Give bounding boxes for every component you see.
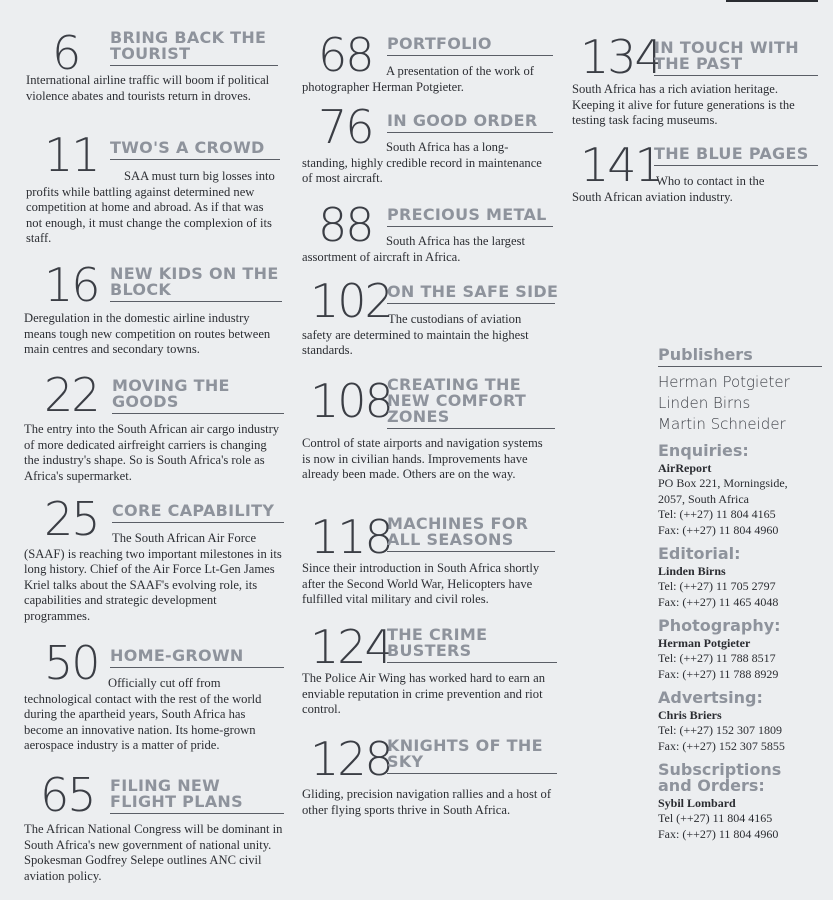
page-number-108: 108 xyxy=(310,374,392,428)
entry-title-124[interactable]: THE CRIME BUSTERS xyxy=(387,627,557,663)
entry-title-102[interactable]: ON THE SAFE SIDE xyxy=(387,284,555,304)
page-number-141: 141 xyxy=(580,138,662,192)
publisher-name: Martin Schneider xyxy=(658,415,786,433)
editorial-fax: Fax: (++27) 11 465 4048 xyxy=(658,594,779,609)
entry-title-76[interactable]: IN GOOD ORDER xyxy=(387,113,553,133)
editorial-tel: Tel: (++27) 11 705 2797 xyxy=(658,579,776,593)
entry-title-65[interactable]: FILING NEW FLIGHT PLANS xyxy=(110,778,284,814)
subscriptions-tel: Tel (++27) 11 804 4165 xyxy=(658,811,773,825)
page-number-16: 16 xyxy=(44,258,99,312)
page-number-76: 76 xyxy=(318,100,373,154)
entry-title-11[interactable]: TWO'S A CROWD xyxy=(110,140,280,160)
entry-title-118[interactable]: MACHINES FOR ALL SEASONS xyxy=(387,516,555,552)
entry-title-6[interactable]: BRING BACK THE TOURIST xyxy=(110,30,278,66)
masthead xyxy=(658,347,828,842)
page-number-65: 65 xyxy=(40,768,95,822)
entry-text-22: The entry into the South African air cargo industry of more dedicated airfreight carriers is changing the industry's shape. So is South Africa's role as Africa's supermarket. xyxy=(24,422,280,483)
page-number-11: 11 xyxy=(44,128,99,182)
editorial-heading: Editorial: xyxy=(658,544,741,563)
entry-text-141: Who to contact in the South African aviation industry. xyxy=(572,174,765,204)
subscriptions-heading: Subscriptions xyxy=(658,760,782,779)
page-number-134: 134 xyxy=(580,30,662,84)
page-number-124: 124 xyxy=(310,620,392,674)
subscriptions-name: Sybil Lombard xyxy=(658,796,736,810)
photography-fax: Fax: (++27) 11 788 8929 xyxy=(658,666,779,681)
subscriptions-section xyxy=(658,762,828,842)
page-number-50: 50 xyxy=(44,636,99,690)
publisher-name: Linden Birns xyxy=(658,394,751,412)
entry-text-128: Gliding, precision navigation rallies and a host of other flying sports thrive in South Africa. xyxy=(302,787,552,817)
top-rule xyxy=(726,0,818,2)
entry-title-128[interactable]: KNIGHTS OF THE SKY xyxy=(387,738,557,774)
entry-title-108[interactable]: CREATING THE NEW COMFORT ZONES xyxy=(387,377,555,429)
page-number-6: 6 xyxy=(52,26,80,80)
page-number-25: 25 xyxy=(44,492,99,546)
page-number-22: 22 xyxy=(44,368,99,422)
advertising-heading: Advertsing: xyxy=(658,688,763,707)
entry-text-102: The custodians of aviation safety are determined to maintain the highest standards. xyxy=(302,312,529,358)
entry-title-141[interactable]: THE BLUE PAGES xyxy=(654,146,818,166)
page-number-128: 128 xyxy=(310,732,392,786)
entry-title-68[interactable]: PORTFOLIO xyxy=(387,36,553,56)
subscriptions-fax: Fax: (++27) 11 804 4960 xyxy=(658,826,779,841)
enquiries-tel: Tel: (++27) 11 804 4165 xyxy=(658,507,776,521)
page-number-102: 102 xyxy=(310,274,392,328)
advertising-fax: Fax: (++27) 152 307 5855 xyxy=(658,738,785,753)
entry-text-11: SAA must turn big losses into profits while battling against determined new competition at home and abroad. As if that was not enough, it must change the complexion of its staff. xyxy=(26,169,275,246)
advertising-name: Chris Briers xyxy=(658,708,722,722)
entry-text-118: Since their introduction in South Africa shortly after the Second World War, Helicopters have fulfilled vital military and civil roles. xyxy=(302,561,540,607)
entry-text-124: The Police Air Wing has worked hard to earn an enviable reputation in crime prevention and riot control. xyxy=(302,671,546,717)
entry-text-6: International airline traffic will boom if political violence abates and tourists return in droves. xyxy=(26,73,270,103)
editorial-section xyxy=(658,546,828,610)
photography-tel: Tel: (++27) 11 788 8517 xyxy=(658,651,776,665)
entry-title-16[interactable]: NEW KIDS ON THE BLOCK xyxy=(110,266,282,302)
entry-title-88[interactable]: PRECIOUS METAL xyxy=(387,207,553,227)
entry-title-134[interactable]: IN TOUCH WITH THE PAST xyxy=(654,40,818,76)
photography-heading: Photography: xyxy=(658,616,781,635)
enquiries-org: AirReport xyxy=(658,461,712,475)
publisher-name: Herman Potgieter xyxy=(658,373,790,391)
page-number-118: 118 xyxy=(310,510,392,564)
entry-title-25[interactable]: CORE CAPABILITY xyxy=(112,503,284,523)
publishers-heading: Publishers xyxy=(658,347,822,367)
entry-text-50: Officially cut off from technological contact with the rest of the world during the apartheid years, South Africa has become an innovative nation. Its home-grown aerospace industry is a matter of pride. xyxy=(24,676,262,753)
page-number-88: 88 xyxy=(318,198,373,252)
entry-text-68: A presentation of the work of photographer Herman Potgieter. xyxy=(302,64,534,94)
enquiries-address: 2057, South Africa xyxy=(658,491,749,506)
advertising-tel: Tel: (++27) 152 307 1809 xyxy=(658,723,783,737)
entry-text-76: South Africa has a long-standing, highly credible record in maintenance of most aircraft. xyxy=(302,140,542,186)
entry-title-22[interactable]: MOVING THE GOODS xyxy=(112,378,284,414)
photography-name: Herman Potgieter xyxy=(658,636,751,650)
entry-text-88: South Africa has the largest assortment of aircraft in Africa. xyxy=(302,234,525,264)
enquiries-heading: Enquiries: xyxy=(658,441,749,460)
entry-text-65: The African National Congress will be dominant in South Africa's new government of national unity. Spokesman Godfrey Selepe outlines ANC civil aviation policy. xyxy=(24,822,283,883)
editorial-name: Linden Birns xyxy=(658,564,726,578)
photography-section xyxy=(658,618,828,682)
page-number-68: 68 xyxy=(318,28,373,82)
subscriptions-heading: and Orders: xyxy=(658,776,765,795)
enquiries-fax: Fax: (++27) 11 804 4960 xyxy=(658,522,779,537)
entry-title-50[interactable]: HOME-GROWN xyxy=(110,648,284,668)
entry-text-25: The South African Air Force (SAAF) is reaching two important milestones in its long history. Chief of the Air Force Lt-Gen James Kriel talks about the SAAF's evolving role, its capabilities and strategic development programmes. xyxy=(24,531,282,623)
enquiries-section xyxy=(658,443,828,538)
enquiries-address: PO Box 221, Morningside, xyxy=(658,476,788,490)
entry-text-108: Control of state airports and navigation systems is now in civilian hands. Improvements have already been made. Others are on the way. xyxy=(302,436,543,482)
entry-text-134: South Africa has a rich aviation heritage. Keeping it alive for future generations is the testing task facing museums. xyxy=(572,82,795,128)
advertising-section xyxy=(658,690,828,754)
entry-text-16: Deregulation in the domestic airline industry means tough new competition on routes between main centres and secondary towns. xyxy=(24,311,271,357)
